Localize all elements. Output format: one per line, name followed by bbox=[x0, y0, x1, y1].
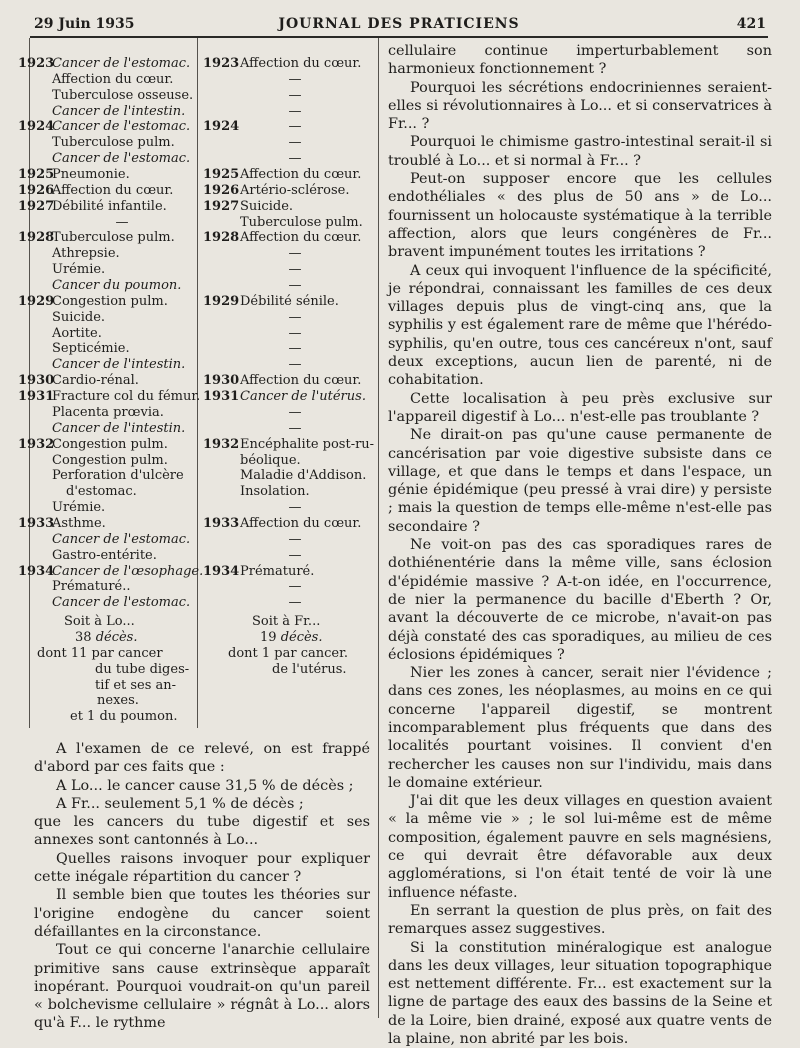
year-cell: 1933 bbox=[18, 515, 55, 531]
deaths-word: décès. bbox=[280, 629, 323, 645]
page-header bbox=[30, 14, 768, 38]
cause-cell: Suicide. bbox=[240, 198, 294, 214]
cause-cell: Tuberculose osseuse. bbox=[52, 87, 194, 103]
left-table-row bbox=[18, 183, 173, 199]
left-table-row bbox=[18, 262, 105, 278]
left-table-row bbox=[18, 199, 167, 215]
cause-cell: Affection du cœur. bbox=[240, 230, 362, 246]
cause-cell: — bbox=[288, 325, 302, 341]
cause-cell: Athrepsie. bbox=[52, 246, 120, 262]
cause-cell: Cancer de l'estomac. bbox=[52, 595, 191, 611]
cause-cell: — bbox=[288, 135, 302, 151]
cause-cell: — bbox=[288, 246, 302, 262]
cause-cell: Affection du cœur. bbox=[240, 56, 362, 71]
left-table-row bbox=[18, 278, 181, 294]
right-table-row bbox=[203, 484, 310, 500]
cause-cell: Cancer de l'estomac. bbox=[52, 56, 191, 71]
cause-cell: Cancer de l'intestin. bbox=[52, 357, 186, 373]
cause-cell: Prématuré. bbox=[240, 563, 315, 579]
year-cell: 1923 bbox=[18, 56, 55, 71]
dont-line: et 1 du poumon. bbox=[70, 709, 178, 725]
right-table-row bbox=[203, 183, 349, 199]
cause-cell: Affection du cœur. bbox=[240, 373, 362, 389]
cause-cell: Affection du cœur. bbox=[52, 182, 174, 198]
deaths-count: 38 bbox=[75, 629, 92, 645]
paragraph: Cette localisation à peu près exclusive sur l'appareil digestif à Lo... n'est-elle pas troublante ? bbox=[388, 390, 772, 425]
right-summary-line bbox=[272, 662, 347, 678]
cause-cell: Affection du cœur. bbox=[240, 515, 362, 531]
summary-soit: Soit à Fr... bbox=[252, 614, 321, 630]
right-table-row bbox=[203, 579, 350, 595]
cause-cell: d'estomac. bbox=[66, 484, 137, 500]
right-table-row bbox=[203, 532, 350, 548]
cause-cell: — bbox=[288, 531, 302, 547]
cause-cell: Cancer de l'estomac. bbox=[52, 531, 191, 547]
right-table-row bbox=[203, 595, 350, 611]
right-table-row bbox=[203, 516, 361, 532]
right-table-row bbox=[203, 548, 350, 564]
article-left-column bbox=[34, 740, 370, 1033]
left-table-row bbox=[18, 595, 190, 611]
cause-cell: Affection du cœur. bbox=[52, 71, 174, 87]
year-cell: 1928 bbox=[203, 230, 240, 246]
cause-cell: Encéphalite post-ru- bbox=[240, 436, 375, 452]
cause-cell: Cancer de l'estomac. bbox=[52, 119, 191, 135]
left-table-row bbox=[18, 230, 175, 246]
dont-line: du tube diges- bbox=[95, 661, 190, 677]
paragraph: Quelles raisons invoquer pour expliquer cette inégale répartition du cancer ? bbox=[34, 850, 370, 886]
left-table-row bbox=[18, 468, 184, 484]
year-cell: 1926 bbox=[203, 182, 240, 198]
cause-cell: Maladie d'Addison. bbox=[240, 468, 367, 484]
cause-cell: Insolation. bbox=[240, 484, 310, 500]
right-table-row bbox=[203, 453, 301, 469]
left-table-row bbox=[18, 357, 185, 373]
right-table-row bbox=[203, 326, 350, 342]
cause-cell: Tuberculose pulm. bbox=[240, 214, 363, 230]
paragraph: Nier les zones à cancer, serait nier l'évidence ; dans ces zones, les néoplasmes, au moins en ce qui concerne l'appareil digestif, se montrent incomparablement plus fréquents que dans des localités pourtant voisines. Il convient d'en rechercher les causes non sur l'individu, mais dans le domaine extérieur. bbox=[388, 665, 772, 791]
year-cell: 1932 bbox=[203, 436, 240, 452]
cause-cell: Pneumonie. bbox=[52, 167, 130, 183]
year-cell: 1931 bbox=[18, 389, 55, 405]
cause-cell: — bbox=[115, 214, 129, 230]
paragraph: Ne dirait-on pas qu'une cause permanente de cancérisation par voie digestive subsiste dans ce village, et que dans le temps et dans l'espace, un génie épidémique (peu pressé à vrai dire) y persiste ; mais la question de temps elle-même n'est-elle pas secondaire ? bbox=[388, 427, 772, 535]
dont-line: de l'utérus. bbox=[272, 661, 347, 677]
paragraph: Pourquoi les sécrétions endocriniennes seraient-elles si révolutionnaires à Lo... et si conservatrices à Fr... ? bbox=[388, 79, 772, 133]
paragraph: Peut-on supposer encore que les cellules endothéliales « des plus de 50 ans » de Lo... fournissent un holocauste systématique à la terrible affection, alors que leurs congénères de Fr... bravent impunément toutes les irritations ? bbox=[388, 171, 772, 261]
cause-cell: Débilité sénile. bbox=[240, 293, 339, 309]
left-table-row bbox=[18, 310, 105, 326]
paragraph: Pourquoi le chimisme gastro-intestinal serait-il si troublé à Lo... et si normal à Fr... ? bbox=[388, 134, 772, 169]
right-table-row bbox=[203, 373, 361, 389]
left-table-row bbox=[18, 484, 137, 500]
right-table-row bbox=[203, 421, 350, 437]
right-table-row bbox=[203, 500, 350, 516]
right-summary-line bbox=[228, 646, 348, 662]
issue-date: 29 Juin 1935 bbox=[34, 16, 135, 32]
cause-cell: — bbox=[288, 87, 302, 103]
cause-cell: — bbox=[288, 357, 302, 373]
left-table-row bbox=[18, 532, 190, 548]
cause-cell: — bbox=[288, 404, 302, 420]
right-table-row bbox=[203, 72, 350, 88]
left-table-row bbox=[18, 453, 168, 469]
year-cell: 1928 bbox=[18, 230, 55, 246]
cause-cell: Cancer du poumon. bbox=[52, 278, 182, 294]
left-table-row bbox=[18, 246, 120, 262]
year-cell: 1929 bbox=[18, 293, 55, 309]
left-table-row bbox=[18, 341, 130, 357]
year-cell: 1930 bbox=[203, 373, 240, 389]
column-rule-middle bbox=[197, 38, 198, 728]
cause-cell: — bbox=[288, 420, 302, 436]
right-table-row bbox=[203, 104, 350, 120]
left-table-row bbox=[18, 215, 192, 231]
year-cell: 1929 bbox=[203, 293, 240, 309]
year-cell: 1925 bbox=[203, 167, 240, 183]
year-cell: 1924 bbox=[203, 119, 240, 135]
year-cell: 1923 bbox=[203, 56, 240, 71]
left-table-row bbox=[18, 167, 130, 183]
summary-soit: Soit à Lo... bbox=[64, 614, 135, 630]
page-number: 421 bbox=[736, 16, 766, 32]
cause-cell: Congestion pulm. bbox=[52, 452, 168, 468]
cause-cell: Tuberculose pulm. bbox=[52, 135, 175, 151]
year-cell: 1932 bbox=[18, 436, 55, 452]
right-table-row bbox=[203, 468, 366, 484]
year-cell: 1927 bbox=[203, 198, 240, 214]
left-table-row bbox=[18, 564, 203, 580]
paragraph: A l'examen de ce relevé, on est frappé d'abord par ces faits que : bbox=[34, 741, 370, 776]
cause-cell: Septicémie. bbox=[52, 341, 130, 357]
cause-cell: Tuberculose pulm. bbox=[52, 230, 175, 246]
right-table-row bbox=[203, 437, 374, 453]
cause-cell: Congestion pulm. bbox=[52, 293, 168, 309]
year-cell: 1931 bbox=[203, 389, 240, 405]
year-cell: 1933 bbox=[203, 515, 240, 531]
left-summary-line bbox=[95, 662, 189, 678]
cause-cell: — bbox=[288, 262, 302, 278]
dont-line: dont 11 par cancer bbox=[37, 645, 163, 661]
cause-cell: Cancer de l'intestin. bbox=[52, 103, 186, 119]
year-cell: 1934 bbox=[203, 563, 240, 579]
right-table-row bbox=[203, 167, 361, 183]
paragraph: A Fr... seulement 5,1 % de décès ; bbox=[56, 795, 304, 812]
paragraph: A ceux qui invoquent l'influence de la spécificité, je répondrai, connaissant les familles de ces deux villages depuis plus de vingt-cinq ans, que la syphilis y est également rare de même que l'hérédo-syphilis, qu'en outre, tous ces cancéreux n'ont, sauf deux exceptions, aucun lien de parenté, ni de cohabitation. bbox=[388, 262, 772, 389]
right-table-row bbox=[203, 151, 350, 167]
cause-cell: Gastro-entérite. bbox=[52, 547, 157, 563]
cause-cell: Congestion pulm. bbox=[52, 436, 168, 452]
left-table-row bbox=[18, 56, 190, 72]
cause-cell: — bbox=[288, 71, 302, 87]
left-table-row bbox=[18, 500, 105, 516]
left-summary-line bbox=[97, 693, 139, 709]
left-table-row bbox=[18, 579, 131, 595]
right-table-row bbox=[203, 564, 314, 580]
cause-cell: Cancer de l'estomac. bbox=[52, 151, 191, 167]
cause-cell: Placenta prœvia. bbox=[52, 404, 164, 420]
left-table-row bbox=[18, 151, 190, 167]
cause-cell: Urémie. bbox=[52, 500, 106, 516]
column-rule-right bbox=[378, 38, 379, 1018]
left-summary-line bbox=[75, 630, 137, 646]
cause-cell: Cardio-rénal. bbox=[52, 373, 139, 389]
right-table-row bbox=[203, 310, 350, 326]
right-summary-line bbox=[252, 614, 320, 630]
paragraph: cellulaire continue imperturbablement son harmonieux fonctionnement ? bbox=[388, 43, 772, 78]
right-table-row bbox=[203, 294, 339, 310]
left-table-row bbox=[18, 389, 200, 405]
cause-cell: Débilité infantile. bbox=[52, 198, 167, 214]
cause-cell: — bbox=[288, 278, 302, 294]
cause-cell: — bbox=[288, 103, 302, 119]
left-summary-line bbox=[70, 709, 177, 725]
right-table-row bbox=[203, 357, 350, 373]
right-table-row bbox=[203, 389, 366, 405]
deaths-word: décès. bbox=[95, 629, 138, 645]
cause-cell: Fracture col du fémur. bbox=[52, 389, 201, 405]
left-table-row bbox=[18, 421, 185, 437]
dont-line: tif et ses an- bbox=[95, 677, 177, 693]
right-table-row bbox=[203, 88, 350, 104]
right-table-row bbox=[203, 230, 361, 246]
right-table-row bbox=[203, 262, 350, 278]
left-table-row bbox=[18, 516, 106, 532]
left-summary-line bbox=[64, 614, 135, 630]
dont-line: nexes. bbox=[97, 693, 139, 709]
cause-cell: Suicide. bbox=[52, 309, 106, 325]
cause-cell: Prématuré.. bbox=[52, 579, 131, 595]
left-table-row bbox=[18, 373, 139, 389]
right-table-row bbox=[203, 341, 350, 357]
left-table-row bbox=[18, 104, 185, 120]
paragraph: En serrant la question de plus près, on fait des remarques assez suggestives. bbox=[388, 902, 772, 938]
right-table-row bbox=[203, 135, 350, 151]
left-table-row bbox=[18, 294, 168, 310]
left-table-row bbox=[18, 119, 190, 135]
year-cell: 1934 bbox=[18, 563, 55, 579]
left-table-row bbox=[18, 88, 193, 104]
cause-cell: Cancer de l'utérus. bbox=[240, 389, 366, 405]
left-table-row bbox=[18, 548, 157, 564]
left-table-row bbox=[18, 326, 102, 342]
cause-cell: Aortite. bbox=[52, 325, 102, 341]
year-cell: 1925 bbox=[18, 167, 55, 183]
paragraph: Tout ce qui concerne l'anarchie cellulaire primitive sans cause extrinsèque apparaît inopérant. Pourquoi voudrait-on qu'un pareil « bolchevisme cellulaire » régnât à Lo... alors qu'à F... le rythme bbox=[34, 942, 370, 1032]
cause-cell: — bbox=[288, 119, 302, 135]
left-table-row bbox=[18, 437, 168, 453]
left-table-row bbox=[18, 135, 175, 151]
paragraph: que les cancers du tube digestif et ses annexes sont cantonnés à Lo... bbox=[34, 814, 370, 849]
paragraph: A Lo... le cancer cause 31,5 % de décès ; bbox=[56, 777, 354, 794]
left-table-row bbox=[18, 72, 173, 88]
paragraph: Il semble bien que toutes les théories sur l'origine endogène du cancer soient défaillantes en la circonstance. bbox=[34, 887, 370, 940]
cause-cell: Urémie. bbox=[52, 262, 106, 278]
right-summary-line bbox=[260, 630, 322, 646]
right-table-row bbox=[203, 215, 363, 231]
cause-cell: — bbox=[288, 595, 302, 611]
journal-title: JOURNAL DES PRATICIENS bbox=[278, 16, 520, 32]
cause-cell: béolique. bbox=[240, 452, 301, 468]
year-cell: 1924 bbox=[18, 119, 55, 135]
cause-cell: — bbox=[288, 579, 302, 595]
left-table-row bbox=[18, 405, 164, 421]
right-table-row bbox=[203, 199, 293, 215]
right-table-row bbox=[203, 278, 350, 294]
cause-cell: Affection du cœur. bbox=[240, 167, 362, 183]
right-table-row bbox=[203, 405, 350, 421]
left-summary-line bbox=[95, 678, 176, 694]
cause-cell: Perforation d'ulcère bbox=[52, 468, 184, 484]
left-summary-line bbox=[37, 646, 163, 662]
cause-cell: — bbox=[288, 547, 302, 563]
cause-cell: Asthme. bbox=[52, 515, 106, 531]
article-right-column bbox=[388, 42, 772, 1048]
year-cell: 1930 bbox=[18, 373, 55, 389]
paragraph: J'ai dit que les deux villages en question avaient « la même vie » ; le sol lui-même est de même composition, également pauvre en sels magnésiens, ce qui devrait être défavorable aux deux agglomérations, si l'on était tenté de voir là une influence néfaste. bbox=[388, 793, 772, 901]
cause-cell: — bbox=[288, 341, 302, 357]
dont-line: dont 1 par cancer. bbox=[228, 645, 348, 661]
right-table-row bbox=[203, 119, 350, 135]
year-cell: 1926 bbox=[18, 182, 55, 198]
cause-cell: Cancer de l'œsophage. bbox=[52, 563, 204, 579]
cause-cell: — bbox=[288, 151, 302, 167]
cause-cell: Cancer de l'intestin. bbox=[52, 420, 186, 436]
right-table-row bbox=[203, 56, 361, 72]
year-cell: 1927 bbox=[18, 198, 55, 214]
cause-cell: Artério-sclérose. bbox=[240, 182, 350, 198]
right-table-row bbox=[203, 246, 350, 262]
cause-cell: — bbox=[288, 309, 302, 325]
paragraph: Ne voit-on pas des cas sporadiques rares de dothiénentérie dans la même ville, sans éclosion d'épidémie massive ? A-t-on idée, en l'occurrence, de nier la permanence du bacille d'Eberth ? Or, avant la découverte de ce microbe, n'avait-on pas déjà constaté des cas sporadiques, au milieu de ces éclosions épidémiques ? bbox=[388, 537, 772, 663]
paragraph: Si la constitution minéralogique est analogue dans les deux villages, leur situation topographique est nettement différente. Fr... est exactement sur la ligne de partage des eaux des bassins de la Seine et de la Loire, bien drainé, exposé aux quatre vents de la plaine, non abrité par les bois. bbox=[388, 939, 772, 1048]
cause-cell: — bbox=[288, 500, 302, 516]
deaths-count: 19 bbox=[260, 629, 277, 645]
